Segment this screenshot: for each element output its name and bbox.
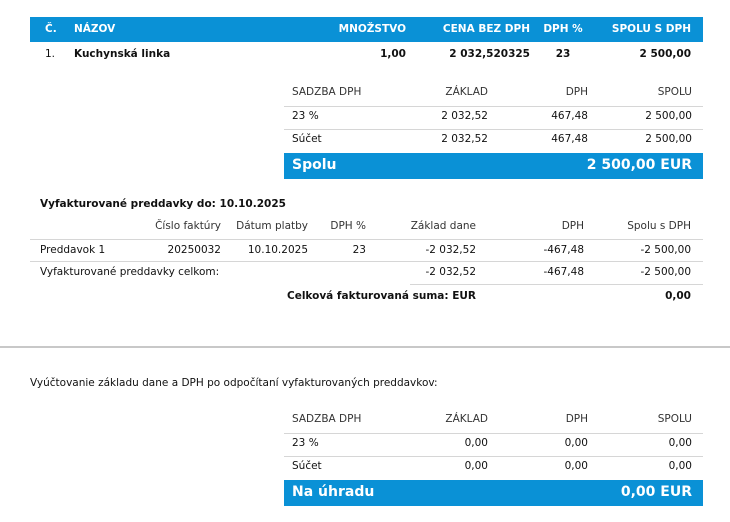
settlement-row-total: 0,00: [668, 437, 692, 449]
settlement-row-vat: 0,00: [564, 437, 588, 449]
settlement-sum-label: Súčet: [292, 460, 322, 472]
advances-title: Vyfakturované preddavky do: 10.10.2025: [40, 198, 286, 210]
col-header-total: SPOLU S DPH: [611, 23, 691, 35]
settlement-sum-base: 0,00: [464, 460, 488, 472]
divider: [30, 261, 703, 262]
item-name: Kuchynská linka: [74, 48, 171, 60]
advances-header-invoice-no: Číslo faktúry: [155, 220, 221, 232]
advances-total-base: -2 032,52: [425, 266, 476, 278]
advance-row-vat: -467,48: [543, 244, 584, 256]
advance-row-name: Preddavok 1: [40, 244, 106, 256]
settlement-note: Vyúčtovanie základu dane a DPH po odpočítaní vyfakturovaných preddavkov:: [30, 377, 438, 389]
settlement-table: [284, 407, 703, 479]
advance-row-total: -2 500,00: [640, 244, 691, 256]
vat-summary-header-total: SPOLU: [657, 86, 692, 98]
advances-header-pay-date: Dátum platby: [236, 220, 308, 232]
settlement-header-base: ZÁKLAD: [445, 413, 488, 425]
items-table-header: [30, 17, 703, 42]
advances-header-vat-pct: DPH %: [330, 220, 366, 232]
vat-summary-sum-vat: 467,48: [551, 133, 588, 145]
item-qty: 1,00: [380, 48, 406, 60]
divider: [284, 433, 703, 434]
col-header-price: CENA BEZ DPH: [442, 23, 530, 35]
divider: [284, 129, 703, 130]
vat-summary-row-rate: 23 %: [292, 110, 319, 122]
advances-header-total: Spolu s DPH: [627, 220, 691, 232]
vat-summary-header-vat: DPH: [565, 86, 588, 98]
vat-summary-header-rate: SADZBA DPH: [292, 86, 362, 98]
settlement-sum-vat: 0,00: [564, 460, 588, 472]
total-value: 2 500,00 EUR: [586, 157, 692, 173]
settlement-header-vat: DPH: [565, 413, 588, 425]
advances-header-base: Základ dane: [410, 220, 476, 232]
amount-due-label: Na úhradu: [292, 484, 375, 500]
item-total: 2 500,00: [639, 48, 691, 60]
item-vat: 23: [555, 48, 571, 60]
item-no: 1.: [45, 48, 56, 60]
col-header-vat: DPH %: [543, 23, 583, 35]
advance-row-pay-date: 10.10.2025: [247, 244, 308, 256]
divider: [284, 106, 703, 107]
advances-total-vat: -467,48: [543, 266, 584, 278]
vat-summary-sum-base: 2 032,52: [441, 133, 488, 145]
col-header-name: NÁZOV: [74, 23, 116, 35]
vat-summary-sum-label: Súčet: [292, 133, 322, 145]
advances-total-label: Vyfakturované preddavky celkom:: [40, 266, 220, 278]
total-label: Spolu: [292, 157, 337, 173]
vat-summary-row-total: 2 500,00: [645, 110, 692, 122]
amount-due-value: 0,00 EUR: [620, 484, 692, 500]
amount-due-bar: [284, 480, 703, 506]
col-header-no: Č.: [45, 23, 57, 35]
divider: [284, 456, 703, 457]
settlement-sum-total: 0,00: [668, 460, 692, 472]
col-header-qty: MNOŽSTVO: [338, 23, 406, 35]
advances-table: [30, 215, 703, 305]
settlement-header-rate: SADZBA DPH: [292, 413, 362, 425]
divider: [410, 284, 703, 285]
settlement-row-base: 0,00: [464, 437, 488, 449]
vat-summary-row-base: 2 032,52: [441, 110, 488, 122]
section-separator: [0, 346, 730, 348]
settlement-row-rate: 23 %: [292, 437, 319, 449]
settlement-header-total: SPOLU: [657, 413, 692, 425]
divider: [30, 239, 703, 240]
advance-row-invoice-no: 20250032: [167, 244, 221, 256]
advance-row-base: -2 032,52: [425, 244, 476, 256]
item-price: 2 032,520325: [449, 48, 530, 60]
vat-summary-header-base: ZÁKLAD: [445, 86, 488, 98]
total-bar: [284, 153, 703, 179]
items-table-row: [30, 42, 703, 66]
grand-total-value: 0,00: [665, 290, 691, 302]
vat-summary-row-vat: 467,48: [551, 110, 588, 122]
advances-header-vat: DPH: [561, 220, 584, 232]
vat-summary-sum-total: 2 500,00: [645, 133, 692, 145]
advances-total-total: -2 500,00: [640, 266, 691, 278]
grand-total-label: Celková fakturovaná suma: EUR: [287, 290, 476, 302]
advance-row-vat-pct: 23: [352, 244, 366, 256]
